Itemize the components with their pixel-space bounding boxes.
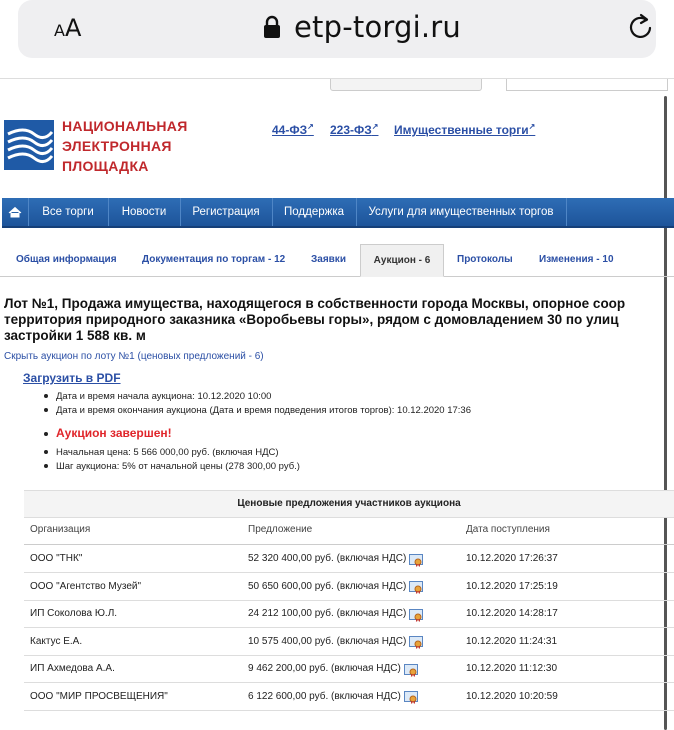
page-header-strip (0, 78, 674, 97)
text-size-button[interactable]: AA (54, 14, 82, 42)
bid-offer-text: 24 212 100,00 руб. (включая НДС) (248, 608, 407, 619)
tab-protocols[interactable]: Протоколы (457, 254, 513, 265)
nav-news[interactable]: Новости (108, 198, 181, 226)
bid-offer (248, 683, 418, 710)
url-domain: etp-torgi.ru (294, 10, 461, 44)
certificate-icon[interactable] (409, 578, 423, 591)
hide-auction-link[interactable]: Скрыть аукцион по лоту №1 (ценовых предложений - 6) (4, 351, 264, 362)
tab-documentation[interactable]: Документация по торгам - 12 (142, 254, 286, 265)
tab-changes[interactable]: Изменения - 10 (539, 254, 614, 265)
download-pdf-link[interactable]: Загрузить в PDF (23, 371, 121, 385)
auction-status: Аукцион завершен! (44, 426, 172, 440)
bid-offer (248, 573, 423, 600)
link-property-auctions[interactable]: Имущественные торги↗ (394, 122, 536, 137)
certificate-icon[interactable] (404, 688, 418, 701)
external-link-icon: ↗ (371, 122, 379, 131)
external-link-icon: ↗ (528, 122, 536, 131)
login-input[interactable] (506, 78, 668, 91)
tab-general-info[interactable]: Общая информация (16, 254, 117, 265)
nav-support[interactable]: Поддержка (272, 198, 357, 226)
bid-offer-text: 50 650 600,00 руб. (включая НДС) (248, 580, 407, 592)
address-bar[interactable] (18, 0, 656, 58)
bid-offer-text: 52 320 400,00 руб. (включая НДС) (248, 553, 407, 564)
lock-icon (263, 15, 281, 39)
bid-organization: Кактус Е.А. (30, 635, 83, 647)
bid-organization: ИП Ахмедова А.А. (30, 663, 115, 674)
bid-date: 10.12.2020 10:20:59 (466, 690, 558, 702)
table-row (24, 628, 674, 656)
bid-offer-text: 9 462 200,00 руб. (включая НДС) (248, 663, 401, 674)
tab-auction[interactable]: Аукцион - 6 (360, 244, 444, 277)
nav-property-services[interactable]: Услуги для имущественных торгов (356, 198, 567, 226)
bid-organization: ООО "МИР ПРОСВЕЩЕНИЯ" (30, 690, 168, 702)
auction-end: Дата и время окончания аукциона (Дата и время подведения итогов торгов): 10.12.2020 17:36 (44, 405, 471, 416)
bid-date: 10.12.2020 11:12:30 (466, 663, 558, 674)
bid-offer (248, 600, 423, 627)
lot-title: Лот №1, Продажа имущества, находящегося в собственности города Москвы, опорное соор территория природного заказника «Воробьевы горы», рядом с домовладением 30 по улиц застройки 1 588 кв. м (4, 296, 626, 343)
home-icon[interactable] (2, 198, 29, 226)
header-offer: Предложение (248, 524, 313, 535)
bid-offer (248, 628, 423, 655)
bid-offer (248, 655, 418, 682)
table-row (24, 655, 674, 683)
bid-organization: ООО "Агентство Музей" (30, 580, 142, 592)
bid-offer-text: 10 575 400,00 руб. (включая НДС) (248, 635, 407, 647)
bid-organization: ИП Соколова Ю.Л. (30, 608, 118, 619)
certificate-icon[interactable] (404, 661, 418, 674)
bid-date: 10.12.2020 17:25:19 (466, 580, 558, 592)
role-switch[interactable] (330, 78, 482, 91)
reload-icon[interactable] (626, 12, 656, 42)
initial-price: Начальная цена: 5 566 000,00 руб. (включая НДС) (44, 447, 279, 458)
auction-start: Дата и время начала аукциона: 10.12.2020 10:00 (44, 391, 271, 402)
header-organization: Организация (30, 524, 91, 535)
certificate-icon[interactable] (409, 551, 423, 564)
site-logo-icon[interactable] (4, 120, 54, 170)
lot-tabs (0, 244, 674, 277)
table-row (24, 573, 674, 601)
bid-date: 10.12.2020 17:26:37 (466, 553, 558, 564)
tab-applications[interactable]: Заявки (311, 254, 346, 265)
link-223fz[interactable]: 223-ФЗ↗ (330, 122, 379, 137)
certificate-icon[interactable] (409, 606, 423, 619)
table-row (24, 600, 674, 628)
header-date: Дата поступления (466, 524, 550, 535)
table-row (24, 545, 674, 573)
bid-date: 10.12.2020 11:24:31 (466, 635, 558, 647)
browser-toolbar (0, 0, 674, 78)
nav-registration[interactable]: Регистрация (180, 198, 273, 226)
bid-offer (248, 545, 423, 572)
nav-all-auctions[interactable]: Все торги (28, 198, 109, 226)
link-44fz[interactable]: 44-ФЗ↗ (272, 122, 314, 137)
auction-step: Шаг аукциона: 5% от начальной цены (278 300,00 руб.) (44, 461, 300, 472)
bid-organization: ООО "ТНК" (30, 553, 83, 564)
external-link-icon: ↗ (307, 122, 314, 131)
bid-date: 10.12.2020 14:28:17 (466, 608, 558, 619)
bids-header-row (24, 516, 674, 545)
certificate-icon[interactable] (409, 633, 423, 646)
main-nav (2, 198, 674, 228)
bid-offer-text: 6 122 600,00 руб. (включая НДС) (248, 690, 401, 702)
site-logo-text[interactable]: НАЦИОНАЛЬНАЯ ЭЛЕКТРОННАЯ ПЛОЩАДКА (62, 118, 188, 174)
bids-caption: Ценовые предложения участников аукциона (24, 490, 674, 518)
table-row (24, 683, 674, 711)
